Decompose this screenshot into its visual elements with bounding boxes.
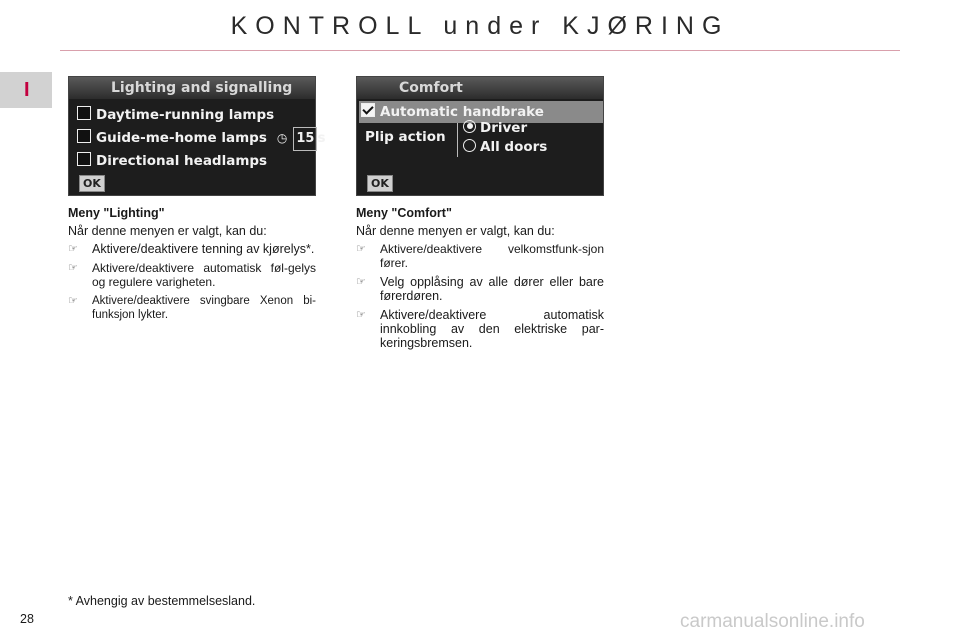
comfort-screen-header: Comfort <box>357 77 603 99</box>
daytime-running-checkbox[interactable] <box>77 106 91 120</box>
lighting-screen-header: Lighting and signalling <box>69 77 315 99</box>
pointing-hand-icon: ☞ <box>68 262 78 274</box>
guide-me-home-option[interactable] <box>77 127 326 149</box>
list-item-text: Aktivere/deaktivere svingbare Xenon bi-funksjon lykter. <box>92 295 316 321</box>
timer-value[interactable]: 15 <box>293 127 317 151</box>
pointing-hand-icon: ☞ <box>356 276 366 288</box>
comfort-intro: Når denne menyen er valgt, kan du: <box>356 224 555 238</box>
list-item-text: Aktivere/deaktivere automatisk innkobling av den elektriske par-keringsbremsen. <box>380 308 604 350</box>
guide-me-home-checkbox[interactable] <box>77 129 91 143</box>
pointing-hand-icon: ☞ <box>68 243 78 255</box>
pointing-hand-icon: ☞ <box>356 243 366 255</box>
automatic-handbrake-checkbox[interactable] <box>361 103 375 117</box>
directional-headlamps-label: Directional headlamps <box>96 153 268 169</box>
lighting-heading: Meny "Lighting" <box>68 206 165 220</box>
comfort-screen <box>356 76 604 196</box>
lighting-screen <box>68 76 326 196</box>
list-item-text: Aktivere/deaktivere velkomstfunk-sjon fører. <box>380 242 604 270</box>
list-item <box>356 275 604 303</box>
all-doors-radio-option[interactable] <box>463 136 547 158</box>
list-item-text: Aktivere/deaktivere tenning av kjørelys*. <box>92 242 315 256</box>
timer-unit: s <box>317 130 326 146</box>
daytime-running-label: Daytime-running lamps <box>96 107 275 123</box>
lighting-ok-button[interactable]: OK <box>79 175 105 192</box>
list-item <box>68 261 316 289</box>
automatic-handbrake-label: Automatic handbrake <box>380 104 544 120</box>
pointing-hand-icon: ☞ <box>356 309 366 321</box>
comfort-bullet-list <box>356 242 604 350</box>
page-title: KONTROLL under KJØRING <box>230 12 730 40</box>
directional-headlamps-option[interactable] <box>77 150 267 172</box>
footnote: * Avhengig av bestemmelsesland. <box>68 594 256 608</box>
lighting-bullet-list <box>68 242 316 322</box>
watermark: carmanualsonline.info <box>680 611 865 632</box>
directional-headlamps-checkbox[interactable] <box>77 152 91 166</box>
list-item <box>68 242 316 256</box>
driver-radio[interactable] <box>463 120 476 133</box>
chapter-marker: I <box>24 79 30 101</box>
plip-action-label: Plip action <box>365 129 446 145</box>
lighting-intro: Når denne menyen er valgt, kan du: <box>68 224 267 238</box>
clock-icon: ◷ <box>276 131 288 145</box>
comfort-ok-button[interactable]: OK <box>367 175 393 192</box>
comfort-heading: Meny "Comfort" <box>356 206 452 220</box>
list-item <box>356 308 604 350</box>
list-item-text: Aktivere/deaktivere automatisk føl-gelys og regulere varigheten. <box>92 261 316 289</box>
title-divider <box>60 50 900 51</box>
all-doors-radio[interactable] <box>463 139 476 152</box>
plip-divider <box>457 123 458 157</box>
lighting-section <box>68 206 316 327</box>
driver-label: Driver <box>480 120 528 136</box>
page-number: 28 <box>20 612 34 626</box>
list-item-text: Velg opplåsing av alle dører eller bare førerdøren. <box>380 275 604 303</box>
all-doors-label: All doors <box>480 139 548 155</box>
list-item <box>68 294 316 322</box>
guide-me-home-label: Guide-me-home lamps <box>96 130 267 146</box>
daytime-running-lamps-option[interactable] <box>77 104 274 126</box>
pointing-hand-icon: ☞ <box>68 295 78 307</box>
chapter-tab <box>0 72 52 108</box>
comfort-section <box>356 206 604 355</box>
list-item <box>356 242 604 270</box>
